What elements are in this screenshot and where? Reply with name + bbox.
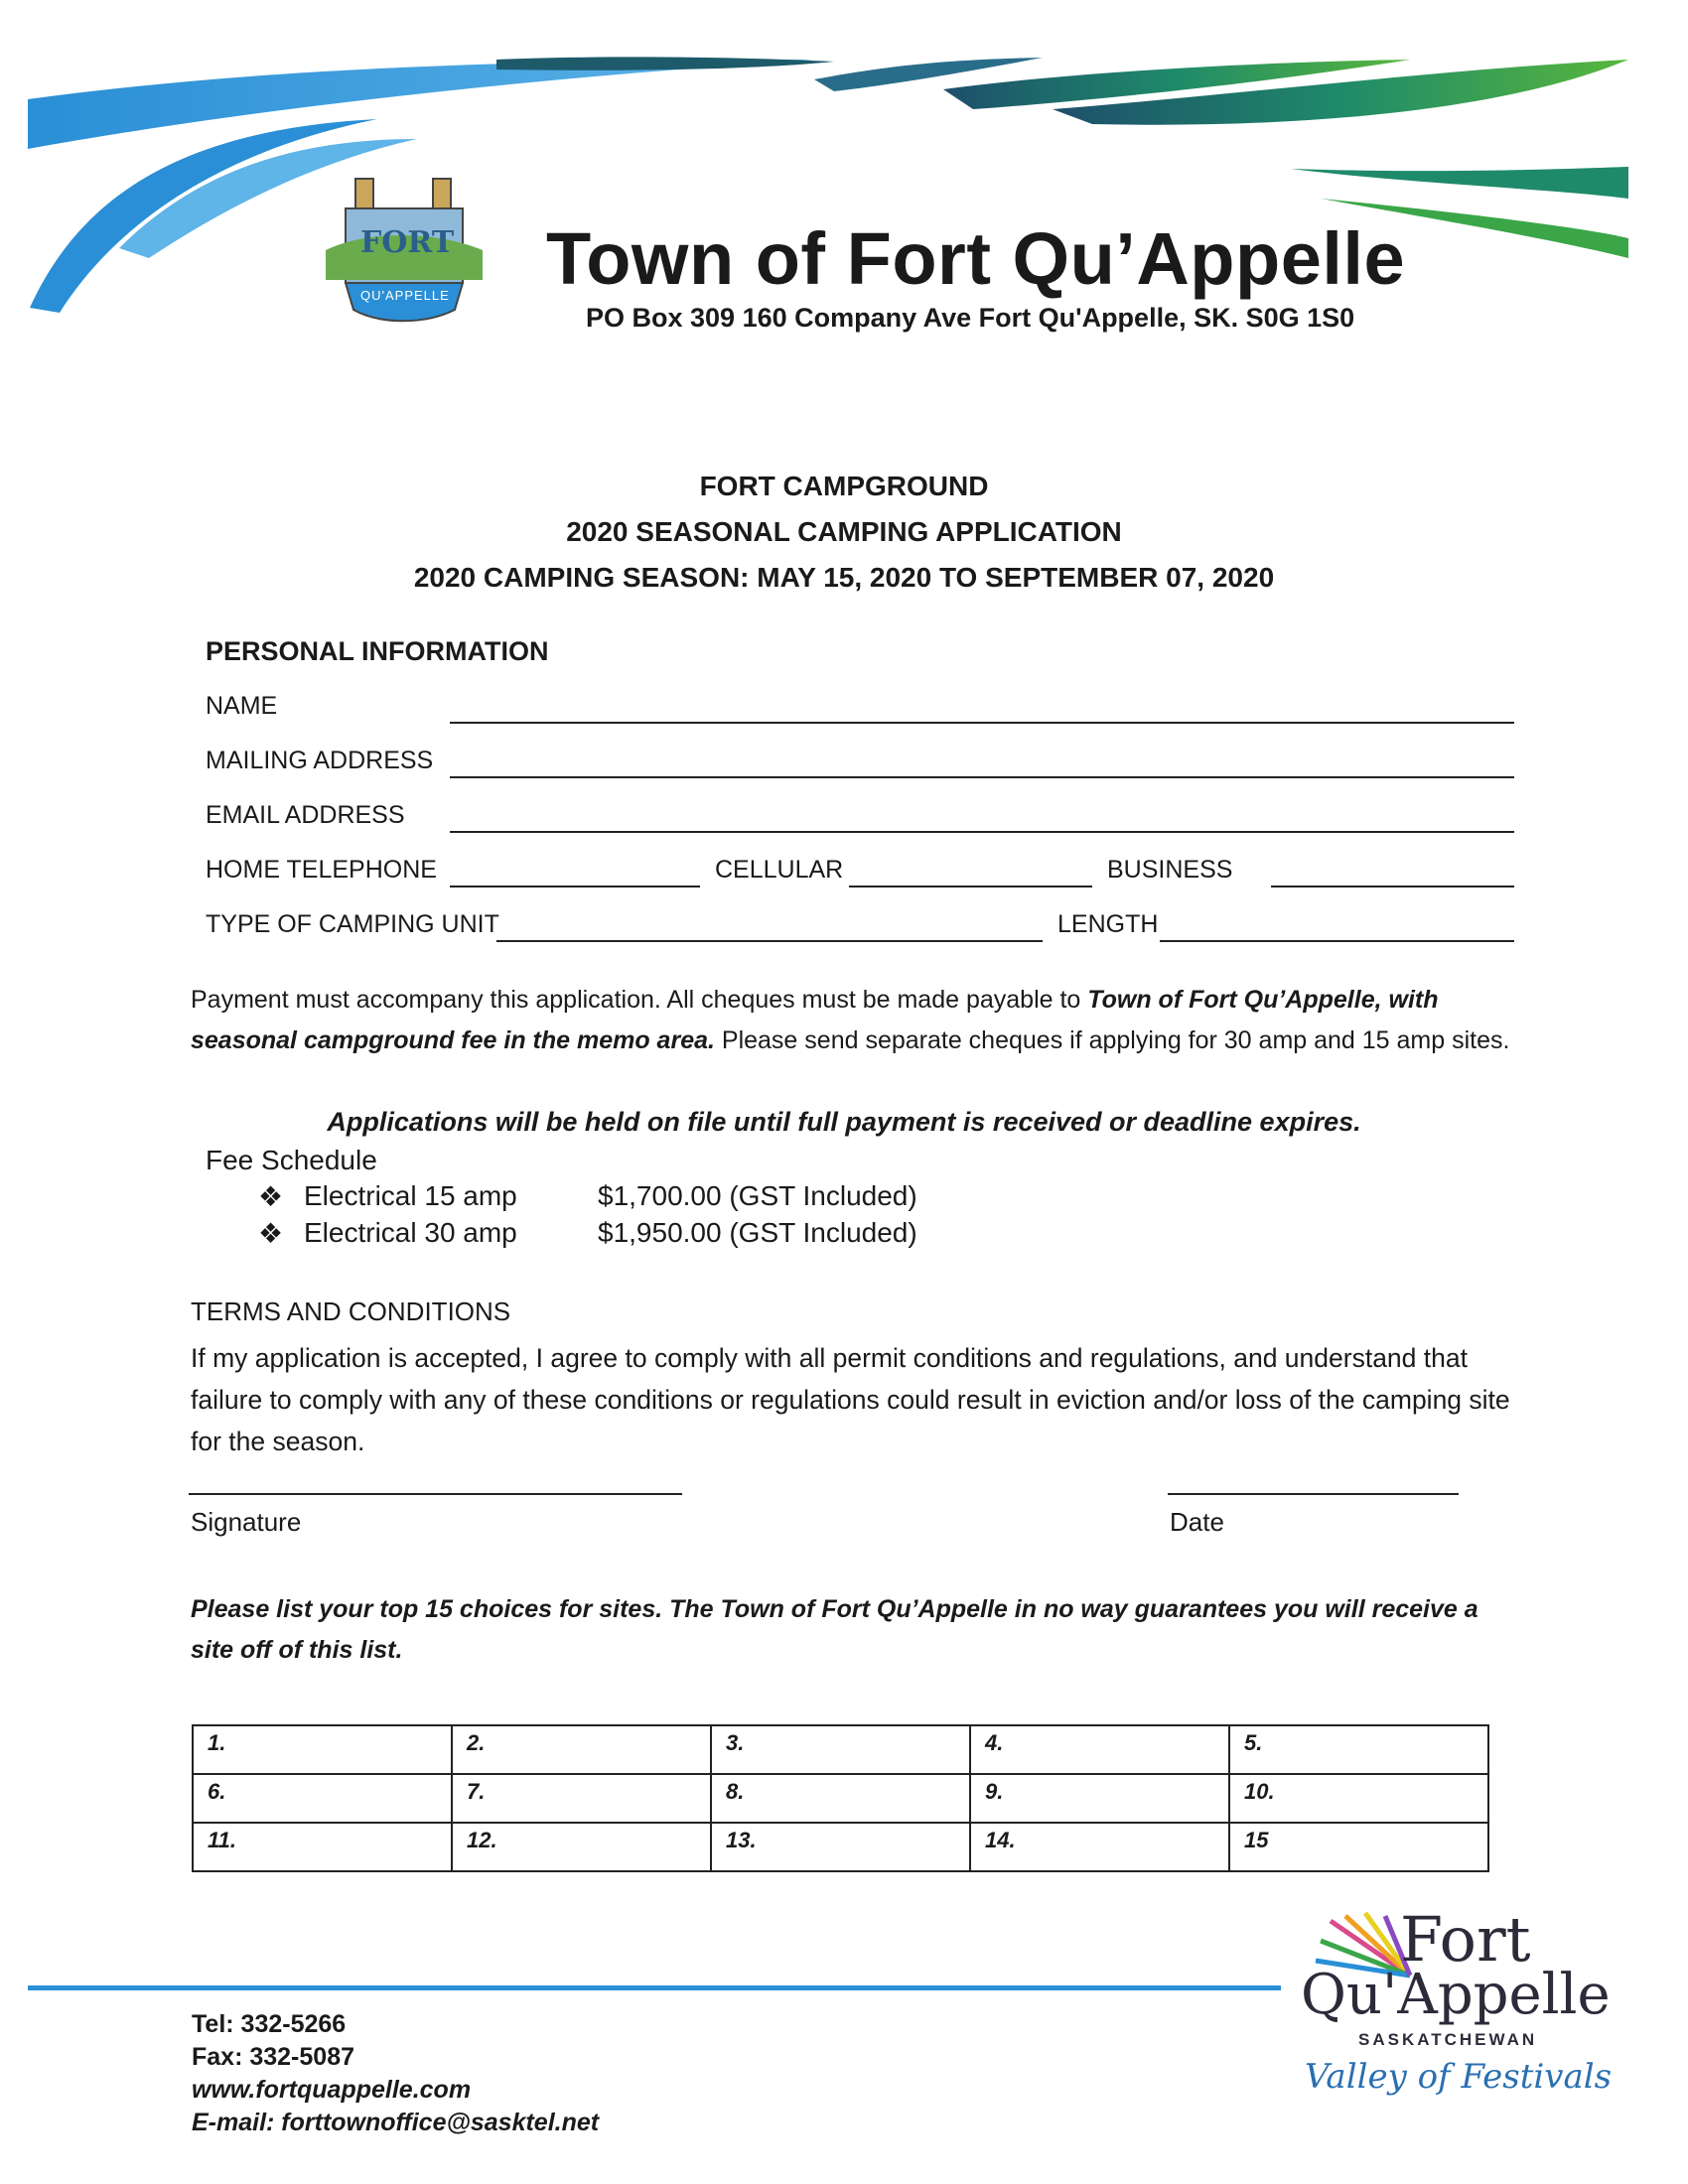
table-row [193,1774,1488,1823]
campground-heading: FORT CAMPGROUND [699,471,989,501]
site-choice-cell[interactable]: 13. [711,1823,970,1871]
crest-fort-text: FORT [360,225,455,260]
footer-email-link[interactable]: E-mail: forttownoffice@sasktel.net [192,2109,600,2136]
name-field[interactable] [450,722,1514,724]
site-choice-cell[interactable]: 5. [1229,1725,1488,1774]
site-choice-cell[interactable]: 7. [452,1774,711,1823]
footer-divider [28,1985,1281,1990]
date-field[interactable] [1168,1493,1459,1495]
fee-label-15amp: Electrical 15 amp [304,1180,517,1211]
payment-cheque-note: Please send separate cheques if applying for 30 amp and 15 amp sites. [714,1026,1510,1054]
home-telephone-field[interactable] [450,886,700,887]
site-choice-cell[interactable]: 6. [193,1774,452,1823]
email-address-label: EMAIL ADDRESS [206,801,405,829]
camping-unit-label: TYPE OF CAMPING UNIT [206,910,499,938]
name-label: NAME [206,692,278,720]
site-choice-cell[interactable]: 3. [711,1725,970,1774]
town-address: PO Box 309 160 Company Ave Fort Qu'Appelle, SK. S0G 1S0 [586,303,1355,333]
table-row [193,1725,1488,1774]
fee-bullet-icon: ❖ [258,1181,284,1212]
brand-quappelle-text: Qu'Appelle [1301,1963,1611,2027]
terms-text: If my application is accepted, I agree to comply with all permit conditions and regulations, and understand that failure to comply with any of these conditions or regulations could result in eviction and/or loss of the camping site for the season. [191,1343,1510,1456]
application-heading: 2020 SEASONAL CAMPING APPLICATION [566,516,1122,547]
business-field[interactable] [1271,886,1514,887]
cellular-field[interactable] [849,886,1092,887]
site-choice-cell[interactable]: 9. [970,1774,1229,1823]
payment-text: Payment must accompany this application. All cheques must be made payable to [191,986,1088,1014]
fee-label-30amp: Electrical 30 amp [304,1217,517,1248]
site-choice-cell[interactable]: 12. [452,1823,711,1871]
brand-tagline-text: Valley of Festivals [1305,2057,1613,2097]
signature-field[interactable] [189,1493,682,1495]
site-choice-cell[interactable]: 10. [1229,1774,1488,1823]
site-choices-table [192,1724,1489,1872]
terms-heading: TERMS AND CONDITIONS [191,1297,511,1326]
payment-payee-text: Town of Fort Qu’Appelle, with seasonal campground fee in the memo area. [191,986,1439,1054]
email-address-field[interactable] [450,831,1514,833]
home-telephone-label: HOME TELEPHONE [206,856,437,884]
payment-notice: Applications will be held on file until full payment is received or deadline expires. [327,1107,1361,1137]
personal-info-heading: PERSONAL INFORMATION [206,636,549,666]
footer-fax: Fax: 332-5087 [192,2043,355,2071]
business-label: BUSINESS [1107,856,1233,884]
site-choice-cell[interactable]: 15 [1229,1823,1488,1871]
length-field[interactable] [1160,940,1514,942]
site-choice-cell[interactable]: 11. [193,1823,452,1871]
page-title: Town of Fort Qu’Appelle [546,217,1406,300]
signature-label: Signature [191,1507,302,1537]
table-row [193,1823,1488,1871]
footer-website-link[interactable]: www.fortquappelle.com [192,2076,472,2104]
crest-quappelle-text: QU'APPELLE [360,288,450,303]
season-dates-heading: 2020 CAMPING SEASON: MAY 15, 2020 TO SEPTEMBER 07, 2020 [413,562,1275,593]
mailing-address-field[interactable] [450,776,1514,778]
site-choice-cell[interactable]: 2. [452,1725,711,1774]
brand-fort-text: Fort [1400,1903,1531,1976]
site-choice-cell[interactable]: 4. [970,1725,1229,1774]
date-label: Date [1170,1507,1224,1537]
fee-price-30amp: $1,950.00 (GST Included) [598,1217,917,1248]
payment-instructions [191,980,1511,1061]
fort-quappelle-brand-logo [1301,1903,1628,2124]
footer-tel: Tel: 332-5266 [192,2010,347,2038]
town-crest-logo [316,171,490,330]
camping-unit-field[interactable] [496,940,1043,942]
site-choice-cell[interactable]: 8. [711,1774,970,1823]
site-choices-instruction: Please list your top 15 choices for sites. The Town of Fort Qu’Appelle in no way guarantees you will receive a site off of this list. [191,1595,1478,1664]
mailing-address-label: MAILING ADDRESS [206,747,434,774]
cellular-label: CELLULAR [715,856,844,884]
fee-price-15amp: $1,700.00 (GST Included) [598,1180,917,1211]
site-choice-cell[interactable]: 1. [193,1725,452,1774]
length-label: LENGTH [1057,910,1159,938]
fee-bullet-icon: ❖ [258,1218,284,1249]
brand-region-text: SASKATCHEWAN [1358,2030,1538,2049]
fee-schedule-heading: Fee Schedule [206,1145,377,1175]
site-choice-cell[interactable]: 14. [970,1823,1229,1871]
footer-contact [192,2008,599,2139]
